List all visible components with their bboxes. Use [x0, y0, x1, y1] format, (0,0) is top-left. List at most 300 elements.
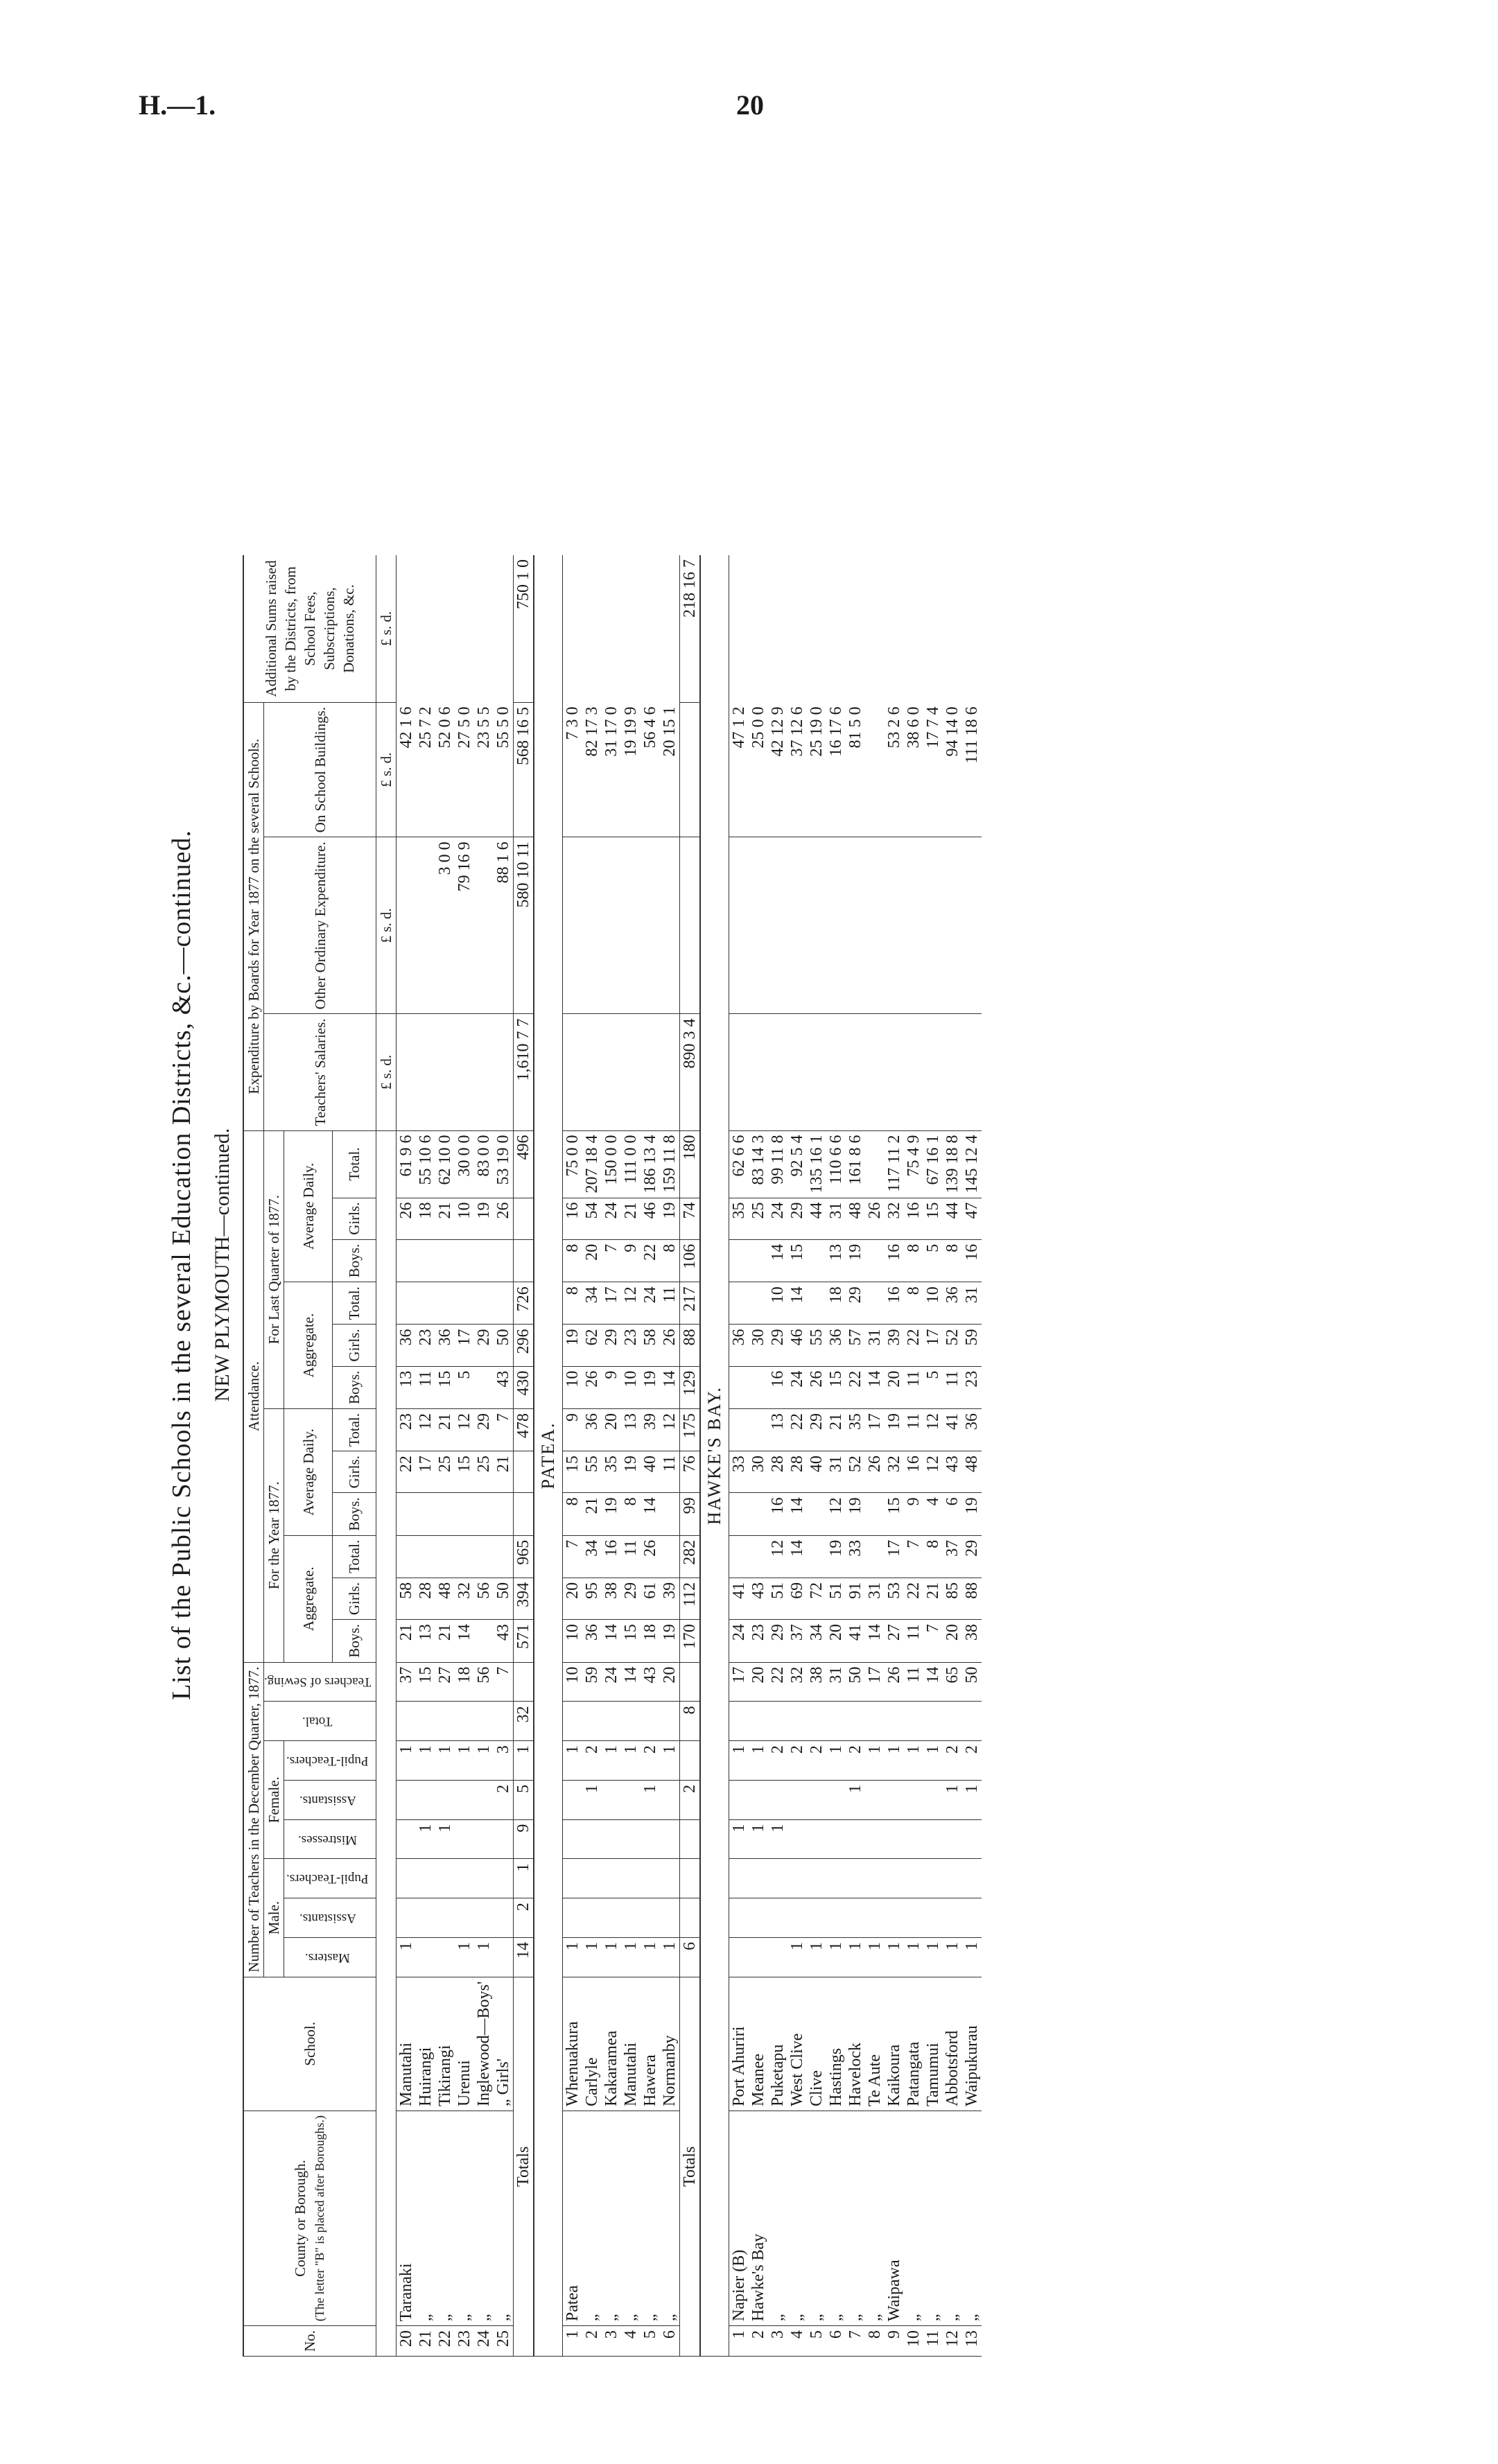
- table-cell: 14: [602, 1620, 621, 1662]
- table-cell: 83 14 3: [749, 1130, 768, 1198]
- table-cell: [904, 837, 923, 1014]
- table-cell: 24: [729, 1620, 749, 1662]
- table-cell: [962, 1898, 982, 1938]
- table-cell: West Clive: [787, 1977, 807, 2111]
- table-cell: Carlyle: [582, 1977, 602, 2111]
- table-cell: [563, 1819, 583, 1859]
- table-cell: 4: [621, 2326, 641, 2357]
- table-cell: 1: [621, 1741, 641, 1781]
- table-cell: [943, 1859, 962, 1898]
- table-cell: 6: [660, 2326, 680, 2357]
- table-cell: 16: [768, 1366, 787, 1408]
- col-girls: Girls.: [333, 1451, 376, 1493]
- table-cell: [729, 1014, 749, 1130]
- report-reference: H.—1.: [139, 89, 216, 121]
- table-cell: 26: [641, 1535, 660, 1578]
- table-cell: Waipawa: [885, 2111, 904, 2325]
- table-cell: [904, 1898, 923, 1938]
- table-cell: „: [807, 2111, 826, 2325]
- col-school: School.: [243, 1977, 376, 2111]
- table-cell: 59: [962, 1325, 982, 1366]
- table-cell: 24: [768, 1198, 787, 1239]
- table-cell: [660, 1535, 680, 1578]
- money-units: £ s. d.: [376, 702, 397, 837]
- totals-cell: 568 16 5: [514, 702, 534, 837]
- table-cell: 99 11 8: [768, 1130, 787, 1198]
- table-cell: [602, 1819, 621, 1859]
- totals-cell: 106: [680, 1239, 701, 1282]
- table-cell: [660, 1780, 680, 1819]
- table-cell: 1: [846, 1780, 865, 1819]
- table-cell: [846, 1859, 865, 1898]
- table-cell: [474, 1366, 494, 1408]
- table-cell: [865, 1014, 885, 1130]
- table-cell: Manutahi: [621, 1977, 641, 2111]
- table-cell: Inglewood—Boys': [474, 1977, 494, 2111]
- totals-cell: [680, 1819, 701, 1859]
- table-cell: 19: [474, 1198, 494, 1239]
- table-cell: [923, 1898, 943, 1938]
- table-cell: 59: [582, 1662, 602, 1702]
- page-title: List of the Public Schools in the several Education Districts, &c.—continued.: [167, 830, 196, 1700]
- table-cell: [602, 1702, 621, 1741]
- table-cell: 16 17 6: [826, 702, 846, 837]
- table-cell: [397, 1014, 417, 1130]
- table-cell: [416, 837, 435, 1014]
- table-cell: 7: [494, 1409, 514, 1451]
- totals-cell: 74: [680, 1198, 701, 1239]
- totals-cell: [680, 702, 701, 837]
- table-cell: [807, 1493, 826, 1535]
- col-boys: Boys.: [333, 1620, 376, 1662]
- table-cell: 54: [582, 1198, 602, 1239]
- table-row: [749, 555, 768, 2357]
- table-cell: 2: [787, 1741, 807, 1781]
- table-cell: 82 17 3: [582, 702, 602, 837]
- table-cell: 16: [602, 1535, 621, 1578]
- table-cell: 1: [455, 1937, 474, 1977]
- totals-cell: 2: [680, 1780, 701, 1819]
- table-cell: [563, 1859, 583, 1898]
- table-cell: 61: [641, 1578, 660, 1619]
- table-cell: [397, 1859, 417, 1898]
- table-cell: [923, 1819, 943, 1859]
- table-cell: 48: [846, 1198, 865, 1239]
- table-cell: 79 16 9: [455, 837, 474, 1014]
- table-cell: „: [416, 2111, 435, 2325]
- table-cell: [582, 837, 602, 1014]
- table-cell: 21: [826, 1409, 846, 1451]
- table-cell: [729, 1780, 749, 1819]
- table-cell: [397, 837, 417, 1014]
- table-cell: [621, 1780, 641, 1819]
- table-cell: 8: [923, 1535, 943, 1578]
- table-cell: [455, 1535, 474, 1578]
- table-cell: [435, 1014, 455, 1130]
- table-cell: 16: [885, 1282, 904, 1325]
- table-row: [807, 555, 826, 2357]
- table-cell: [494, 1859, 514, 1898]
- table-cell: 51: [826, 1578, 846, 1619]
- totals-cell: [514, 1198, 534, 1239]
- table-cell: 8: [904, 1282, 923, 1325]
- table-cell: [943, 1819, 962, 1859]
- table-cell: 28: [768, 1451, 787, 1493]
- table-cell: 4: [923, 1493, 943, 1535]
- table-cell: 36: [582, 1620, 602, 1662]
- table-body: [397, 555, 982, 2357]
- table-row: [904, 555, 923, 2357]
- totals-cell: 5: [514, 1780, 534, 1819]
- table-cell: [807, 1819, 826, 1859]
- table-cell: 145 12 4: [962, 1130, 982, 1198]
- table-cell: 28: [787, 1451, 807, 1493]
- table-cell: [826, 1702, 846, 1741]
- table-cell: [749, 1239, 768, 1282]
- table-cell: 7: [904, 1535, 923, 1578]
- table-cell: [865, 702, 885, 837]
- table-cell: „: [865, 2111, 885, 2325]
- table-cell: [563, 1702, 583, 1741]
- table-cell: 23: [749, 1620, 768, 1662]
- table-cell: [729, 1702, 749, 1741]
- table-cell: [749, 1014, 768, 1130]
- table-cell: „: [846, 2111, 865, 2325]
- table-cell: 7: [494, 1662, 514, 1702]
- table-cell: 1: [416, 1819, 435, 1859]
- table-cell: 19: [962, 1493, 982, 1535]
- table-cell: [729, 1239, 749, 1282]
- table-cell: [474, 1493, 494, 1535]
- table-cell: [943, 1014, 962, 1130]
- table-cell: 16: [885, 1239, 904, 1282]
- table-row: [621, 555, 641, 2357]
- table-cell: 1: [885, 1741, 904, 1781]
- table-cell: [621, 1014, 641, 1130]
- table-cell: [474, 1535, 494, 1578]
- table-cell: [904, 1819, 923, 1859]
- table-cell: „: [660, 2111, 680, 2325]
- table-cell: [660, 1702, 680, 1741]
- table-cell: [729, 1859, 749, 1898]
- table-cell: 43: [494, 1366, 514, 1408]
- table-cell: [621, 1702, 641, 1741]
- table-cell: 20: [943, 1620, 962, 1662]
- table-cell: [455, 1702, 474, 1741]
- table-cell: [435, 1859, 455, 1898]
- table-cell: [749, 837, 768, 1014]
- table-cell: 29: [768, 1325, 787, 1366]
- totals-cell: 394: [514, 1578, 534, 1619]
- table-cell: [807, 1239, 826, 1282]
- table-cell: 1: [904, 1741, 923, 1781]
- table-cell: 10: [563, 1620, 583, 1662]
- table-cell: [621, 1819, 641, 1859]
- table-cell: [397, 1702, 417, 1741]
- table-cell: 67 16 1: [923, 1130, 943, 1198]
- table-cell: 25: [749, 1198, 768, 1239]
- table-cell: 95: [582, 1578, 602, 1619]
- table-cell: 10: [621, 1366, 641, 1408]
- table-cell: „: [435, 2111, 455, 2325]
- table-cell: [749, 1780, 768, 1819]
- table-cell: 13: [621, 1409, 641, 1451]
- table-cell: „: [621, 2111, 641, 2325]
- table-cell: 47: [962, 1198, 982, 1239]
- table-cell: [865, 1898, 885, 1938]
- table-cell: 1: [865, 1741, 885, 1781]
- table-cell: „: [943, 2111, 962, 2325]
- col-boys: Boys.: [333, 1366, 376, 1408]
- totals-cell: 2: [514, 1898, 534, 1938]
- table-cell: 19: [602, 1493, 621, 1535]
- col-attendance: Attendance.: [243, 1130, 264, 1662]
- table-cell: 33: [846, 1535, 865, 1578]
- section-heading: HAWKE'S BAY.: [700, 555, 729, 2357]
- table-cell: [416, 1780, 435, 1819]
- table-cell: 9: [885, 2326, 904, 2357]
- table-cell: 12: [455, 1409, 474, 1451]
- table-cell: 6: [943, 1493, 962, 1535]
- table-cell: „: [768, 2111, 787, 2325]
- table-cell: 11: [904, 1620, 923, 1662]
- table-cell: [885, 1780, 904, 1819]
- table-cell: 26: [660, 1325, 680, 1366]
- table-cell: [641, 1819, 660, 1859]
- table-cell: 18: [826, 1282, 846, 1325]
- table-cell: 12: [826, 1493, 846, 1535]
- table-cell: [494, 1702, 514, 1741]
- table-cell: 52: [846, 1451, 865, 1493]
- table-cell: 92 5 4: [787, 1130, 807, 1198]
- table-cell: [494, 1937, 514, 1977]
- table-cell: 1: [729, 1741, 749, 1781]
- table-cell: 15: [563, 1451, 583, 1493]
- table-cell: 75 0 0: [563, 1130, 583, 1198]
- totals-cell: [680, 1859, 701, 1898]
- table-cell: 12: [660, 1409, 680, 1451]
- table-cell: 50: [846, 1662, 865, 1702]
- table-cell: 12: [923, 1451, 943, 1493]
- table-cell: 15: [826, 1366, 846, 1408]
- table-cell: [474, 1282, 494, 1325]
- table-cell: 3: [768, 2326, 787, 2357]
- table-cell: 55: [582, 1451, 602, 1493]
- table-cell: [641, 1702, 660, 1741]
- table-cell: 12: [416, 1409, 435, 1451]
- table-cell: [826, 1898, 846, 1938]
- table-cell: 39: [885, 1325, 904, 1366]
- table-cell: [602, 1859, 621, 1898]
- table-cell: [641, 1898, 660, 1938]
- table-cell: 23: [455, 2326, 474, 2357]
- totals-cell: 496: [514, 1130, 534, 1198]
- table-cell: 1: [435, 1741, 455, 1781]
- table-cell: 111 0 0: [621, 1130, 641, 1198]
- table-cell: 14: [923, 1662, 943, 1702]
- table-cell: 1: [749, 1741, 768, 1781]
- table-cell: [865, 837, 885, 1014]
- table-cell: 21: [416, 2326, 435, 2357]
- table-cell: [602, 1898, 621, 1938]
- table-cell: [807, 1780, 826, 1819]
- table-cell: [885, 1014, 904, 1130]
- table-cell: 1: [943, 1937, 962, 1977]
- table-cell: 1: [826, 1741, 846, 1781]
- table-cell: 2: [494, 1780, 514, 1819]
- table-cell: 19: [660, 1198, 680, 1239]
- table-cell: [397, 1898, 417, 1938]
- table-cell: [397, 1282, 417, 1325]
- table-cell: [455, 1819, 474, 1859]
- table-cell: [602, 1780, 621, 1819]
- table-cell: [768, 837, 787, 1014]
- totals-cell: 14: [514, 1937, 534, 1977]
- table-cell: 34: [582, 1282, 602, 1325]
- table-cell: 5: [923, 1239, 943, 1282]
- totals-cell: [680, 1741, 701, 1781]
- table-cell: [865, 1239, 885, 1282]
- table-cell: 19: [563, 1325, 583, 1366]
- table-row: [962, 555, 982, 2357]
- table-cell: [660, 1898, 680, 1938]
- table-cell: 1: [416, 1741, 435, 1781]
- table-cell: 20: [602, 1409, 621, 1451]
- table-cell: [846, 1702, 865, 1741]
- table-cell: [641, 837, 660, 1014]
- table-cell: [865, 1859, 885, 1898]
- table-cell: 20: [660, 1662, 680, 1702]
- table-cell: [582, 1819, 602, 1859]
- table-row: [563, 555, 583, 2357]
- table-cell: 58: [641, 1325, 660, 1366]
- table-cell: [494, 1493, 514, 1535]
- col-male-pupil: Pupil-Teachers.: [284, 1859, 376, 1898]
- table-cell: [826, 1819, 846, 1859]
- table-cell: 40: [807, 1451, 826, 1493]
- table-cell: 38: [807, 1662, 826, 1702]
- table-cell: 65: [943, 1662, 962, 1702]
- table-cell: 36: [729, 1325, 749, 1366]
- totals-cell: 890 3 4: [680, 1014, 701, 1130]
- table-cell: 43: [494, 1620, 514, 1662]
- table-cell: 43: [641, 1662, 660, 1702]
- table-cell: [787, 1819, 807, 1859]
- table-cell: [904, 1702, 923, 1741]
- table-cell: 53 19 0: [494, 1130, 514, 1198]
- totals-cell: 76: [680, 1451, 701, 1493]
- table-cell: [749, 1409, 768, 1451]
- table-cell: [435, 1937, 455, 1977]
- table-cell: [660, 1014, 680, 1130]
- col-total: Total.: [333, 1282, 376, 1325]
- table-cell: 1: [563, 2326, 583, 2357]
- table-cell: 14: [865, 1366, 885, 1408]
- table-cell: 46: [787, 1325, 807, 1366]
- table-cell: 30 0 0: [455, 1130, 474, 1198]
- table-cell: [474, 1780, 494, 1819]
- table-cell: 2: [943, 1741, 962, 1781]
- table-cell: [962, 1702, 982, 1741]
- table-cell: Hawke's Bay: [749, 2111, 768, 2325]
- table-cell: [474, 1620, 494, 1662]
- col-total-teachers: Total.: [264, 1702, 376, 1741]
- totals-cell: 88: [680, 1325, 701, 1366]
- table-cell: [474, 1859, 494, 1898]
- table-cell: 19: [846, 1493, 865, 1535]
- table-cell: 1: [768, 1819, 787, 1859]
- table-cell: [397, 1493, 417, 1535]
- table-cell: Kakaramea: [602, 1977, 621, 2111]
- table-cell: [787, 837, 807, 1014]
- table-cell: 41: [846, 1620, 865, 1662]
- table-cell: Manutahi: [397, 1977, 417, 2111]
- totals-row: [514, 555, 534, 2357]
- table-cell: 37 12 6: [787, 702, 807, 837]
- table-row: [923, 555, 943, 2357]
- totals-cell: 1: [514, 1741, 534, 1781]
- table-cell: [416, 1535, 435, 1578]
- table-cell: 17 7 4: [923, 702, 943, 837]
- table-cell: [885, 837, 904, 1014]
- table-cell: 22: [846, 1366, 865, 1408]
- table-cell: 14: [660, 1366, 680, 1408]
- totals-cell: [514, 1451, 534, 1493]
- table-cell: [474, 837, 494, 1014]
- table-cell: 5: [923, 1366, 943, 1408]
- totals-cell: 180: [680, 1130, 701, 1198]
- table-cell: „: [904, 2111, 923, 2325]
- totals-cell: 217: [680, 1282, 701, 1325]
- table-cell: [729, 1898, 749, 1938]
- table-row: [494, 555, 514, 2357]
- col-quarter-average: Average Daily.: [284, 1130, 333, 1282]
- table-cell: 10: [563, 1366, 583, 1408]
- table-cell: 85: [943, 1578, 962, 1619]
- table-cell: [807, 837, 826, 1014]
- table-cell: 50: [494, 1578, 514, 1619]
- table-cell: [621, 1859, 641, 1898]
- table-cell: 1: [962, 1780, 982, 1819]
- table-cell: [865, 1819, 885, 1859]
- table-cell: [787, 1014, 807, 1130]
- table-cell: 19: [660, 1620, 680, 1662]
- table-cell: 14: [641, 1493, 660, 1535]
- table-cell: 83 0 0: [474, 1130, 494, 1198]
- table-cell: 10: [563, 1662, 583, 1702]
- table-cell: 9: [904, 1493, 923, 1535]
- table-cell: 25 19 0: [807, 702, 826, 837]
- table-row: [602, 555, 621, 2357]
- table-cell: 36: [943, 1282, 962, 1325]
- table-cell: 26: [397, 1198, 417, 1239]
- table-cell: 8: [660, 1239, 680, 1282]
- table-row: [660, 555, 680, 2357]
- table-cell: [749, 1859, 768, 1898]
- totals-cell: 726: [514, 1282, 534, 1325]
- table-cell: 11: [660, 1282, 680, 1325]
- table-cell: [729, 1409, 749, 1451]
- table-cell: [455, 1014, 474, 1130]
- table-cell: 23: [416, 1325, 435, 1366]
- table-cell: 159 11 8: [660, 1130, 680, 1198]
- table-cell: Puketapu: [768, 1977, 787, 2111]
- table-cell: 30: [749, 1451, 768, 1493]
- col-year: For the Year 1877.: [264, 1409, 284, 1663]
- table-cell: 29: [621, 1578, 641, 1619]
- table-cell: „ Girls': [494, 1977, 514, 2111]
- table-cell: 1: [904, 1937, 923, 1977]
